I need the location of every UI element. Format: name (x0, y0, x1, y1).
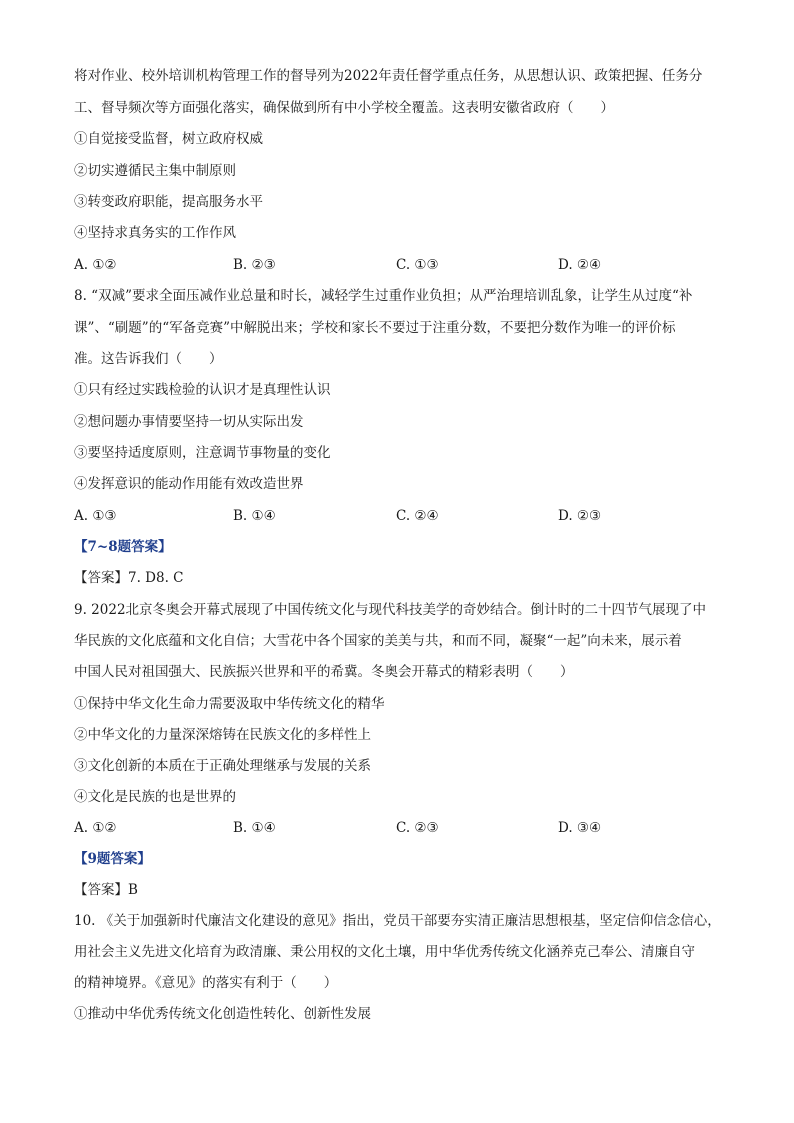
q8-stem-line-1: 8. “双减”要求全面压减作业总量和时长，减轻学生过重作业负担；从严治理培训乱象，让学生从过度“补 (74, 288, 693, 304)
q8-option-d: D. ②③ (558, 508, 602, 524)
answer-7-8-text: 【答案】7. D8. C (74, 570, 184, 586)
q9-option-a: A. ①② (74, 820, 117, 836)
q7-stem-line-1: 将对作业、校外培训机构管理工作的督导列为2022年责任督学重点任务，从思想认识、政策把握、任务分 (74, 68, 703, 84)
q9-stem-line-1: 9. 2022北京冬奥会开幕式展现了中国传统文化与现代科技美学的奇妙结合。倒计时的二十四节气展现了中 (74, 602, 707, 618)
q9-stem-line-3: 中国人民对祖国强大、民族振兴世界和平的希冀。冬奥会开幕式的精彩表明（ ） (74, 664, 574, 680)
q10-stem-line-2: 用社会主义先进文化培育为政清廉、秉公用权的文化土壤，用中华优秀传统文化涵养克己奉公、清廉自守 (74, 944, 695, 960)
q8-statement-4: ④发挥意识的能动作用能有效改造世界 (74, 476, 304, 492)
q9-statement-2: ②中华文化的力量深深熔铸在民族文化的多样性上 (74, 727, 371, 743)
q7-option-d: D. ②④ (558, 257, 602, 273)
q7-statement-1: ①自觉接受监督，树立政府权威 (74, 131, 263, 147)
q8-stem-line-3: 准。这告诉我们（ ） (74, 351, 223, 367)
q10-statement-1: ①推动中华优秀传统文化创造性转化、创新性发展 (74, 1006, 371, 1022)
q7-statement-3: ③转变政府职能，提高服务水平 (74, 194, 263, 210)
q8-statement-1: ①只有经过实践检验的认识才是真理性认识 (74, 382, 331, 398)
q8-statement-3: ③要坚持适度原则，注意调节事物量的变化 (74, 445, 331, 461)
q7-statement-2: ②切实遵循民主集中制原则 (74, 163, 236, 179)
q8-stem-line-2: 课”、“刷题”的“军备竞赛”中解脱出来；学校和家长不要过于注重分数，不要把分数作为唯一的评价标 (74, 320, 676, 336)
q7-option-b: B. ②③ (233, 257, 276, 273)
q7-stem-line-2: 工、督导频次等方面强化落实，确保做到所有中小学校全覆盖。这表明安徽省政府（ ） (74, 100, 614, 116)
q9-option-b: B. ①④ (233, 820, 276, 836)
answer-9-text: 【答案】B (74, 882, 138, 898)
answer-9-heading: 【9题答案】 (74, 851, 151, 867)
q9-stem-line-2: 华民族的文化底蕴和文化自信；大雪花中各个国家的美美与共，和而不同，凝聚“一起”向未来，展示着 (74, 633, 682, 649)
q8-option-a: A. ①③ (74, 508, 117, 524)
q8-option-c: C. ②④ (396, 508, 439, 524)
q7-option-a: A. ①② (74, 257, 117, 273)
q7-option-c: C. ①③ (396, 257, 439, 273)
q9-statement-1: ①保持中华文化生命力需要汲取中华传统文化的精华 (74, 696, 385, 712)
q10-stem-line-1: 10. 《关于加强新时代廉洁文化建设的意见》指出，党员干部要夯实清正廉洁思想根基，坚定信仰信念信心， (74, 913, 721, 929)
q8-statement-2: ②想问题办事情要坚持一切从实际出发 (74, 414, 304, 430)
q9-statement-3: ③文化创新的本质在于正确处理继承与发展的关系 (74, 758, 371, 774)
q9-option-c: C. ②③ (396, 820, 439, 836)
answer-7-8-heading: 【7~8题答案】 (74, 539, 172, 555)
q7-statement-4: ④坚持求真务实的工作作风 (74, 225, 236, 241)
q9-option-d: D. ③④ (558, 820, 602, 836)
q8-option-b: B. ①④ (233, 508, 276, 524)
q10-stem-line-3: 的精神境界。《意见》的落实有利于（ ） (74, 975, 338, 991)
q9-statement-4: ④文化是民族的也是世界的 (74, 789, 236, 805)
